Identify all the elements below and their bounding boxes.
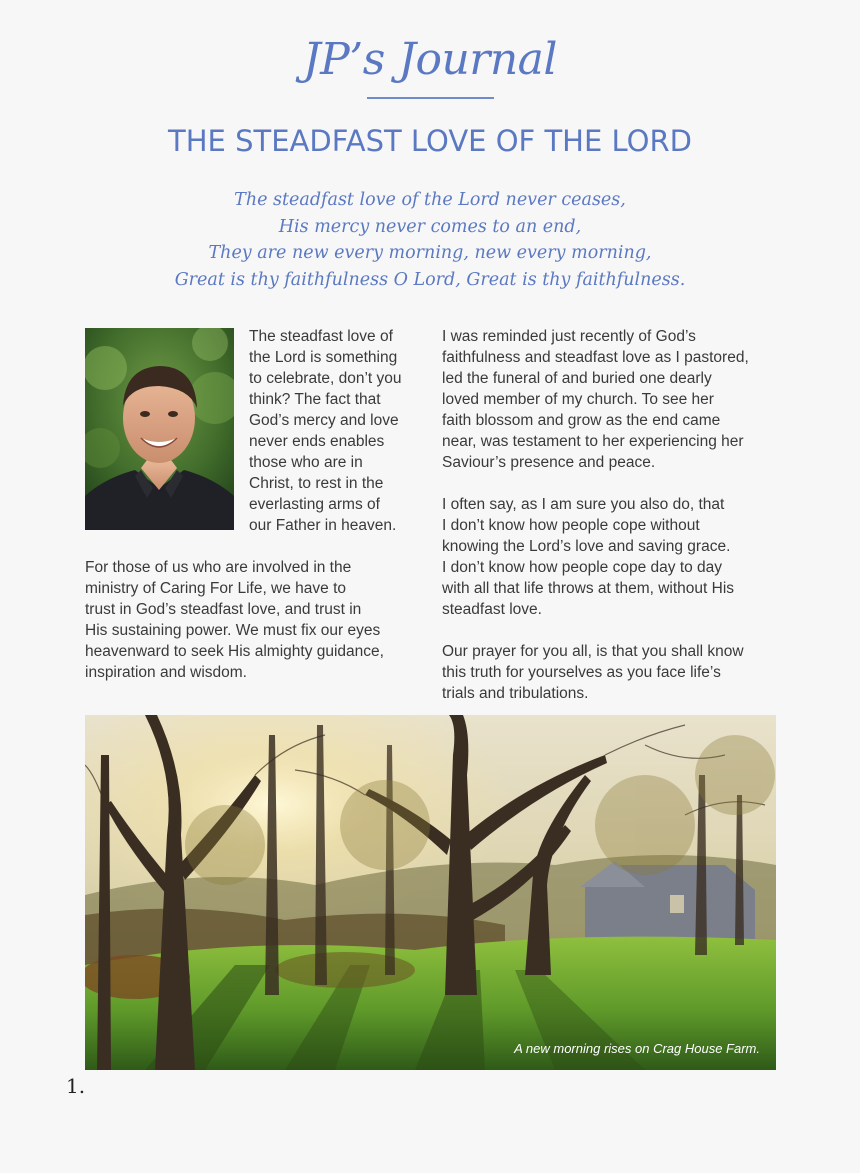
verse-line: They are new every morning, new every morning, <box>208 243 652 263</box>
text-line: I don’t know how people cope day to day <box>442 559 723 576</box>
paragraph-gap <box>442 620 749 641</box>
text-line: I was reminded just recently of God’s <box>442 328 696 345</box>
text-line: trials and tribulations. <box>442 685 589 702</box>
text-line: The steadfast love of <box>249 328 393 345</box>
author-portrait <box>85 328 234 530</box>
verse-line: The steadfast love of the Lord never ceases, <box>234 190 626 210</box>
masthead-title: JP’s Journal <box>303 34 557 85</box>
text-line: this truth for yourselves as you face life’s <box>442 664 721 681</box>
text-line: ministry of Caring For Life, we have to <box>85 580 347 597</box>
article-column-left-wrap <box>249 326 402 536</box>
text-line: faithfulness and steadfast love as I pastored, <box>442 349 749 366</box>
author-portrait-image <box>85 328 234 530</box>
text-line: knowing the Lord’s love and saving grace. <box>442 538 731 555</box>
page-number: 1. <box>66 1074 86 1098</box>
text-line: I often say, as I am sure you also do, that <box>442 496 725 513</box>
text-line: our Father in heaven. <box>249 517 397 534</box>
text-line: the Lord is something <box>249 349 398 366</box>
verse-line: His mercy never comes to an end, <box>278 216 582 237</box>
text-line: near, was testament to her experiencing her <box>442 433 744 450</box>
text-line: His sustaining power. We must fix our eyes <box>85 622 381 639</box>
text-line: those who are in <box>249 454 363 471</box>
article-column-left-full <box>85 557 384 683</box>
text-line: Christ, to rest in the <box>249 475 384 492</box>
text-line: I don’t know how people cope without <box>442 517 700 534</box>
text-line: Our prayer for you all, is that you shall know <box>442 643 744 660</box>
article-headline: THE STEADFAST LOVE OF THE LORD <box>168 124 692 158</box>
text-line: heavenward to seek His almighty guidance, <box>85 643 384 660</box>
text-line: trust in God’s steadfast love, and trust in <box>85 601 362 618</box>
text-line: everlasting arms of <box>249 496 380 513</box>
photo-caption: A new morning rises on Crag House Farm. <box>514 1041 760 1056</box>
text-line: inspiration and wisdom. <box>85 664 247 681</box>
text-line: with all that life throws at them, without His <box>442 580 735 597</box>
text-line: God’s mercy and love <box>249 412 399 429</box>
text-line: to celebrate, don’t you <box>249 370 402 387</box>
landscape-photo-image <box>85 715 776 1070</box>
text-line: For those of us who are involved in the <box>85 559 352 576</box>
masthead-divider <box>367 97 494 99</box>
landscape-photo <box>85 715 776 1070</box>
verse-line: Great is thy faithfulness O Lord, Great is thy faithfulness. <box>174 269 686 290</box>
text-line: steadfast love. <box>442 601 542 618</box>
article-column-right <box>442 326 749 704</box>
paragraph-gap <box>442 473 749 494</box>
verse-block <box>0 187 860 293</box>
text-line: think? The fact that <box>249 391 381 408</box>
text-line: faith blossom and grow as the end came <box>442 412 721 429</box>
text-line: loved member of my church. To see her <box>442 391 714 408</box>
text-line: never ends enables <box>249 433 385 450</box>
text-line: Saviour’s presence and peace. <box>442 454 656 471</box>
text-line: led the funeral of and buried one dearly <box>442 370 712 387</box>
